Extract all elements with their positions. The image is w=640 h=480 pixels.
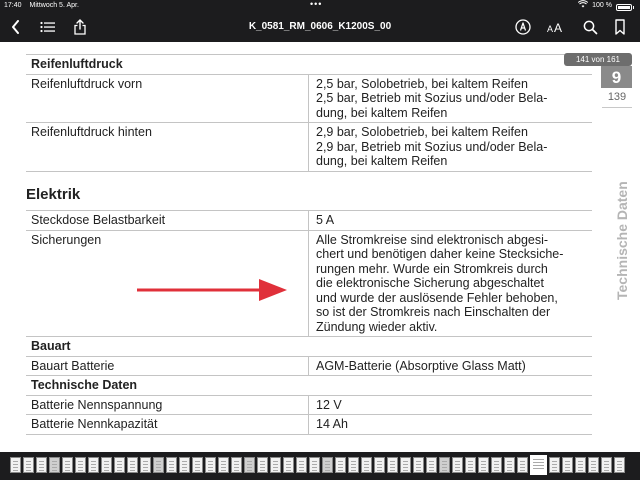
- current-page-thumbnail[interactable]: [530, 455, 547, 475]
- battery-percent: 100 %: [592, 2, 612, 9]
- page-thumbnail[interactable]: [36, 457, 47, 473]
- table-of-contents-button[interactable]: [38, 17, 58, 37]
- chapter-side-tab: Technische Daten: [614, 181, 630, 300]
- spec-value: AGM-Batterie (Absorptive Glass Matt): [309, 356, 593, 376]
- spec-label: Reifenluftdruck hinten: [26, 123, 309, 172]
- red-arrow-annotation: [137, 277, 289, 303]
- spec-value: 14 Ah: [309, 415, 593, 435]
- markup-pen-icon: [515, 19, 531, 35]
- page-thumbnail[interactable]: [231, 457, 242, 473]
- page-thumbnail[interactable]: [153, 457, 164, 473]
- page-thumbnail[interactable]: [192, 457, 203, 473]
- section-header-bauart: Bauart: [26, 337, 592, 357]
- status-bar: [0, 0, 640, 12]
- page-thumbnail[interactable]: [348, 457, 359, 473]
- toolbar: [0, 12, 640, 42]
- elektrik-table: [26, 210, 592, 337]
- document-page: [0, 42, 640, 452]
- page-thumbnail[interactable]: [23, 457, 34, 473]
- page-thumbnail[interactable]: [614, 457, 625, 473]
- page-thumbnail[interactable]: [504, 457, 515, 473]
- spec-label: Reifenluftdruck vorn: [26, 74, 309, 123]
- page-thumbnail[interactable]: [361, 457, 372, 473]
- table-row: [26, 123, 592, 172]
- page-thumbnail[interactable]: [601, 457, 612, 473]
- page-thumbnail[interactable]: [575, 457, 586, 473]
- page-indicator: 141 von 161: [564, 53, 632, 66]
- page-thumbnail[interactable]: [562, 457, 573, 473]
- page-thumbnail[interactable]: [400, 457, 411, 473]
- page-thumbnail[interactable]: [374, 457, 385, 473]
- table-row: [26, 230, 592, 337]
- table-row: [26, 74, 592, 123]
- page-thumbnail[interactable]: [218, 457, 229, 473]
- table-row: [26, 415, 592, 435]
- page-thumbnail[interactable]: [140, 457, 151, 473]
- chevron-left-icon: [10, 20, 22, 34]
- page-thumbnail[interactable]: [309, 457, 320, 473]
- page-thumbnail[interactable]: [549, 457, 560, 473]
- multitask-dots[interactable]: •••: [310, 0, 323, 9]
- page-thumbnail[interactable]: [205, 457, 216, 473]
- svg-text:A: A: [554, 21, 563, 34]
- table-row: [26, 211, 592, 231]
- page-thumbnail[interactable]: [283, 457, 294, 473]
- status-date: Mittwoch 5. Apr.: [29, 2, 79, 9]
- page-thumbnail[interactable]: [114, 457, 125, 473]
- page-thumbnail[interactable]: [166, 457, 177, 473]
- page-thumbnail[interactable]: [10, 457, 21, 473]
- chapter-number: 9: [601, 66, 632, 88]
- page-number: 139: [607, 91, 627, 103]
- spec-value: Alle Stromkreise sind elektronisch abgesi- chert und benötigen daher keine Stecksiche- rungen mehr. Wurde ein Stromkreis durch die elektronische Sicherung abgeschaltet und wurde der auslösende Fehler behoben, so ist der Stromkreis nach Einschalten der Zündung wieder aktiv.: [309, 230, 593, 337]
- page-thumbnail[interactable]: [426, 457, 437, 473]
- bauart-table: [26, 336, 592, 435]
- spec-value: 12 V: [309, 395, 593, 415]
- page-thumbnail[interactable]: [257, 457, 268, 473]
- spec-label: Batterie Nennspannung: [26, 395, 309, 415]
- page-thumbnail[interactable]: [517, 457, 528, 473]
- page-thumbnail[interactable]: [335, 457, 346, 473]
- text-size-button[interactable]: [546, 17, 566, 37]
- list-icon: [40, 21, 56, 33]
- reifenluftdruck-table: [26, 54, 592, 172]
- spec-label: Sicherungen: [26, 230, 309, 337]
- table-row: [26, 395, 592, 415]
- search-icon: [583, 20, 598, 35]
- share-icon: [74, 19, 86, 35]
- spec-label: Steckdose Belastbarkeit: [26, 211, 309, 231]
- spec-label: Batterie Nennkapazität: [26, 415, 309, 435]
- page-thumbnail[interactable]: [588, 457, 599, 473]
- section-header-technische-daten: Technische Daten: [26, 376, 592, 396]
- page-thumbnail[interactable]: [387, 457, 398, 473]
- page-thumbnail[interactable]: [478, 457, 489, 473]
- battery-icon: [616, 4, 632, 11]
- page-thumbnail[interactable]: [322, 457, 333, 473]
- svg-text:A: A: [547, 24, 554, 34]
- page-thumbnail[interactable]: [101, 457, 112, 473]
- text-size-icon: [547, 20, 565, 34]
- section-title-elektrik: Elektrik: [26, 186, 81, 203]
- page-thumbnail[interactable]: [179, 457, 190, 473]
- spec-label: Bauart Batterie: [26, 356, 309, 376]
- wifi-icon: [578, 0, 588, 12]
- thumbnail-list[interactable]: [10, 457, 625, 475]
- page-thumbnail[interactable]: [452, 457, 463, 473]
- markup-button[interactable]: [513, 17, 533, 37]
- status-time: 17:40: [4, 2, 22, 9]
- page-thumbnail[interactable]: [62, 457, 73, 473]
- page-thumbnail[interactable]: [491, 457, 502, 473]
- page-thumbnail[interactable]: [88, 457, 99, 473]
- spec-value: 2,9 bar, Solobetrieb, bei kaltem Reifen 2,9 bar, Betrieb mit Sozius und/oder Bela- dung, bei kaltem Reifen: [309, 123, 593, 172]
- search-button[interactable]: [580, 17, 600, 37]
- page-thumbnail[interactable]: [127, 457, 138, 473]
- page-thumbnail[interactable]: [244, 457, 255, 473]
- spec-value: 5 A: [309, 211, 593, 231]
- page-thumbnail[interactable]: [296, 457, 307, 473]
- page-thumbnail[interactable]: [270, 457, 281, 473]
- share-button[interactable]: [70, 17, 90, 37]
- page-thumbnail[interactable]: [439, 457, 450, 473]
- back-button[interactable]: [6, 17, 26, 37]
- bookmark-icon: [614, 19, 626, 35]
- document-title: K_0581_RM_0606_K1200S_00: [248, 21, 392, 32]
- spec-value: 2,5 bar, Solobetrieb, bei kaltem Reifen 2,5 bar, Betrieb mit Sozius und/oder Bela- dung, bei kaltem Reifen: [309, 74, 593, 123]
- page-thumbnail[interactable]: [75, 457, 86, 473]
- page-thumbnail[interactable]: [49, 457, 60, 473]
- section-header-reifenluftdruck: Reifenluftdruck: [26, 55, 592, 75]
- page-thumbnail-strip[interactable]: [0, 452, 640, 480]
- table-row: [26, 356, 592, 376]
- bookmark-button[interactable]: [610, 17, 630, 37]
- page-thumbnail[interactable]: [465, 457, 476, 473]
- page-thumbnail[interactable]: [413, 457, 424, 473]
- side-tab-divider: [602, 107, 632, 108]
